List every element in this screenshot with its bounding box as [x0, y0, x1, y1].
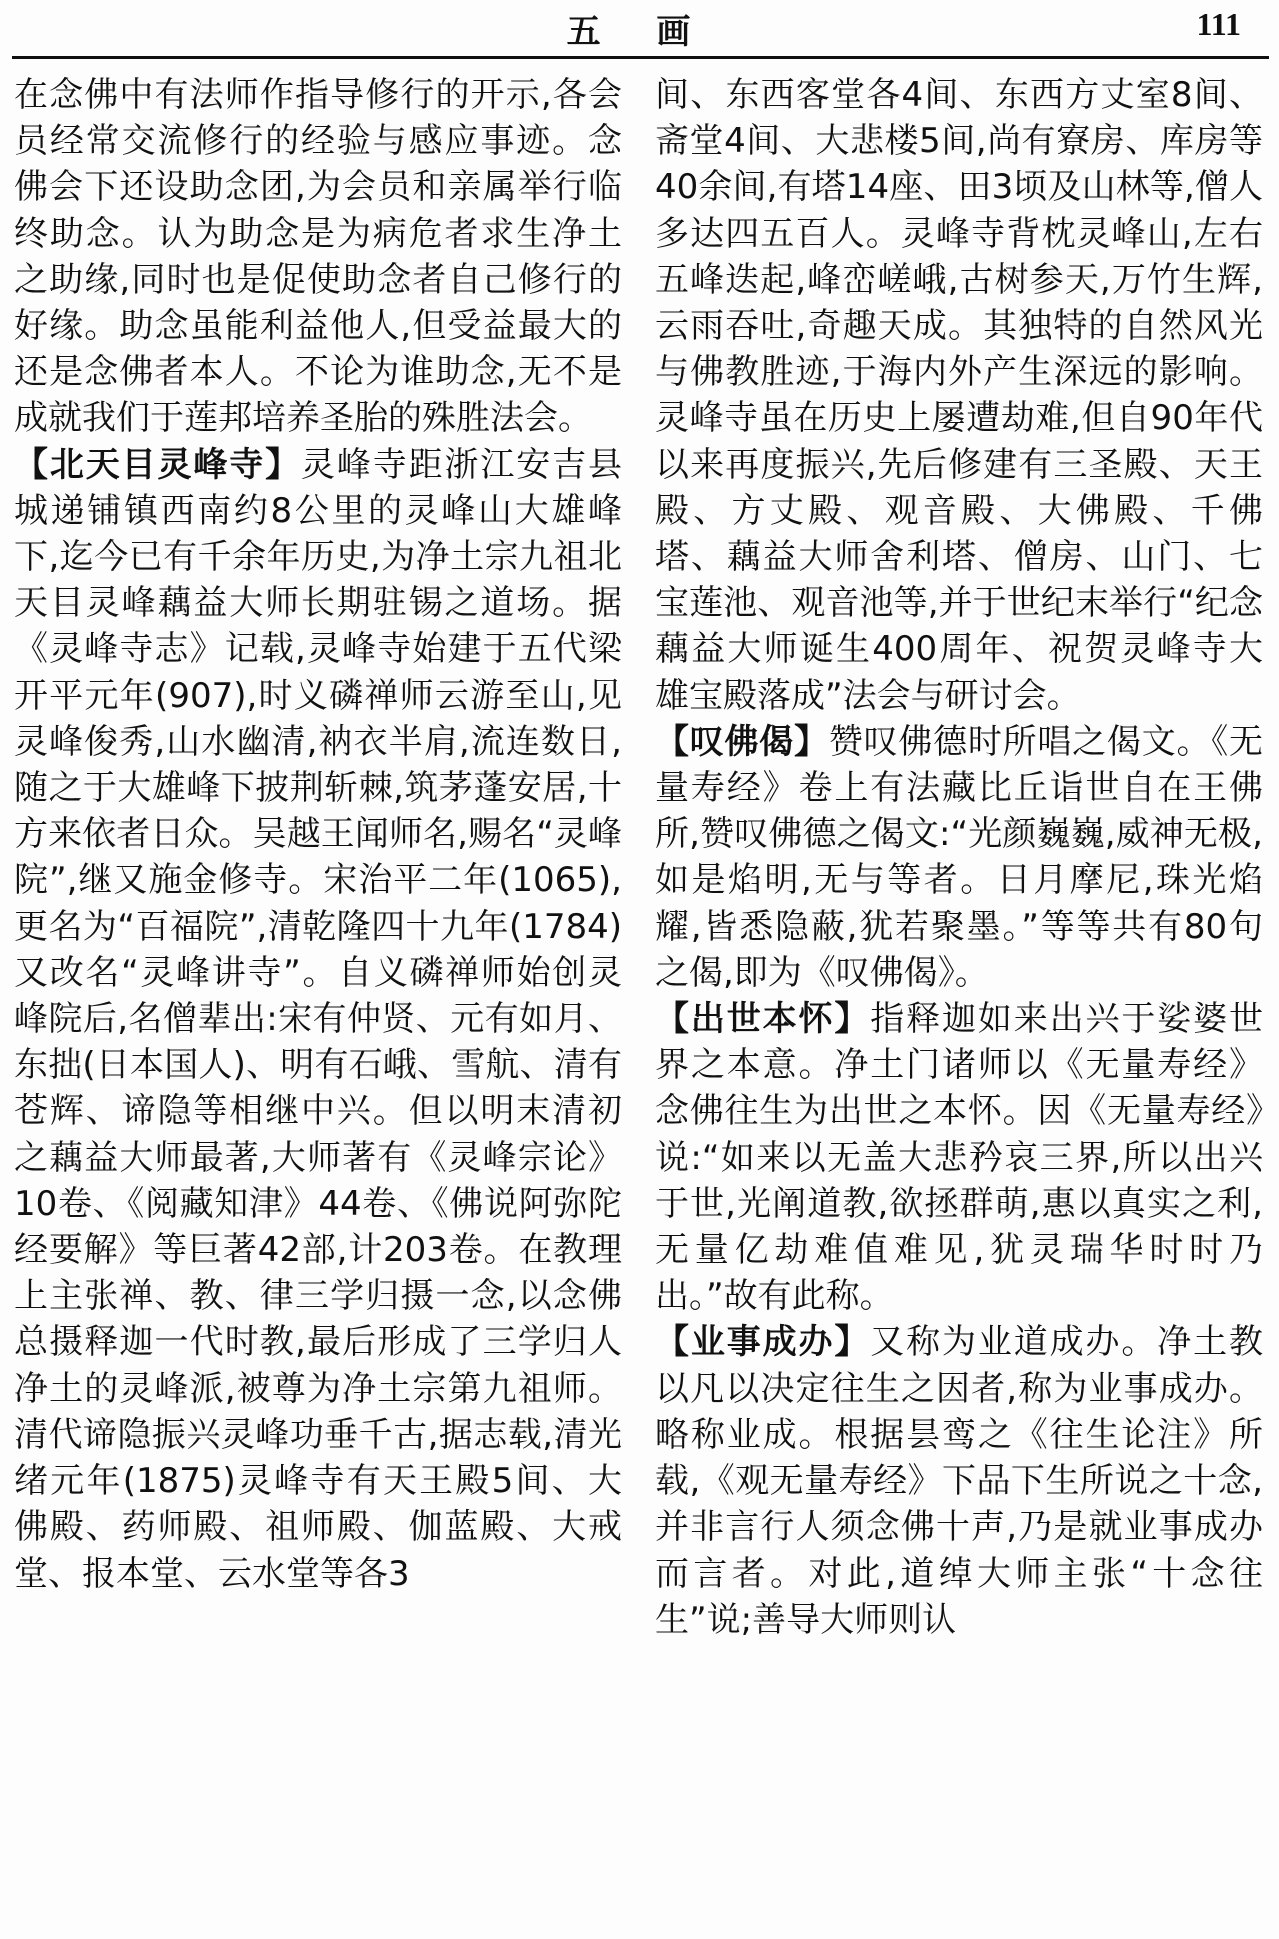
left-column — [14, 72, 622, 1597]
continuation-paragraph: 在念佛中有法师作指导修行的开示,各会员经常交流修行的经验与感应事迹。念佛会下还设助念团,为会员和亲属举行临终助念。认为助念是为病危者求生净土之助缘,同时也是促使助念者自己修行的好缘。助念虽能利益他人,但受益最大的还是念佛者本人。不论为谁助念,无不是成就我们于莲邦培养圣胎的殊胜法会。 — [14, 75, 622, 439]
entry-headword: 【业事成办】 — [655, 1322, 871, 1363]
dictionary-entry — [655, 996, 1263, 1319]
entry-headword: 【出世本怀】 — [655, 999, 871, 1040]
entry-headword: 【叹佛偈】 — [655, 721, 829, 762]
dictionary-entry — [655, 719, 1263, 996]
continuation-paragraph: 间、东西客堂各4间、东西方丈室8间、斋堂4间、大悲楼5间,尚有寮房、库房等40余间,有塔14座、田3顷及山林等,僧人多达四五百人。灵峰寺背枕灵峰山,左右五峰迭起,峰峦嵯峨,古树参天,万竹生辉,云雨吞吐,奇趣天成。其独特的自然风光与佛教胜迹,于海内外产生深远的影响。灵峰寺虽在历史上屡遭劫难,但自90年代以来再度振兴,先后修建有三圣殿、天王殿、方丈殿、观音殿、大佛殿、千佛塔、藕益大师舍利塔、僧房、山门、七宝莲池、观音池等,并于世纪末举行“纪念藕益大师诞生400周年、祝贺灵峰寺大雄宝殿落成”法会与研讨会。 — [655, 75, 1263, 716]
entry-body: 灵峰寺距浙江安吉县城递铺镇西南约8公里的灵峰山大雄峰下,迄今已有千余年历史,为净土宗九祖北天目灵峰藕益大师长期驻锡之道场。据《灵峰寺志》记载,灵峰寺始建于五代梁开平元年(907),时义磷禅师云游至山,见灵峰俊秀,山水幽清,衲衣半肩,流连数日,随之于大雄峰下披荆斩棘,筑茅蓬安居,十方来依者日众。吴越王闻师名,赐名“灵峰院”,继又施金修寺。宋治平二年(1065),更名为“百福院”,清乾隆四十九年(1784)又改名“灵峰讲寺”。自义磷禅师始创灵峰院后,名僧辈出:宋有仲贤、元有如月、东拙(日本国人)、明有石峨、雪航、清有苍辉、谛隐等相继中兴。但以明末清初之藕益大师最著,大师著有《灵峰宗论》10卷、《阅藏知津》44卷、《佛说阿弥陀经要解》等巨著42部,计203卷。在教理上主张禅、教、律三学归摄一念,以念佛总摄释迦一代时教,最后形成了三学归人净土的灵峰派,被尊为净土宗第九祖师。清代谛隐振兴灵峰功垂千古,据志载,清光绪元年(1875)灵峰寺有天王殿5间、大佛殿、药师殿、祖师殿、伽蓝殿、大戒堂、报本堂、云水堂等各3 — [14, 444, 622, 1594]
entry-body: 指释迦如来出兴于娑婆世界之本意。净土门诸师以《无量寿经》念佛往生为出世之本怀。因《无量寿经》说:“如来以无盖大悲矜哀三界,所以出兴于世,光阐道教,欲拯群萌,惠以真实之利,无量亿劫难值难见,犹灵瑞华时时乃出。”故有此称。 — [655, 999, 1263, 1317]
chapter-title: 五 画 — [566, 12, 713, 52]
entry-body: 又称为业道成办。净土教以凡以决定往生之因者,称为业事成办。略称业成。根据昙鸾之《往生论注》所载,《观无量寿经》下品下生所说之十念,并非言行人须念佛十声,乃是就业事成办而言者。对此,道绰大师主张“十念往生”说;善导大师则认 — [655, 1322, 1263, 1640]
entry-headword: 【北天目灵峰寺】 — [14, 444, 301, 485]
right-column — [655, 72, 1263, 1643]
header-rule — [12, 56, 1269, 59]
page-number: 111 — [1196, 6, 1241, 42]
page-header — [0, 0, 1279, 58]
dictionary-entry — [14, 442, 622, 1597]
entry-body: 赞叹佛德时所唱之偈文。《无量寿经》卷上有法藏比丘诣世自在王佛所,赞叹佛德之偈文:“光颜巍巍,威神无极,如是焰明,无与等者。日月摩尼,珠光焰耀,皆悉隐蔽,犹若聚墨。”等等共有80句之偈,即为《叹佛偈》。 — [655, 721, 1264, 993]
dictionary-entry — [655, 1319, 1263, 1642]
